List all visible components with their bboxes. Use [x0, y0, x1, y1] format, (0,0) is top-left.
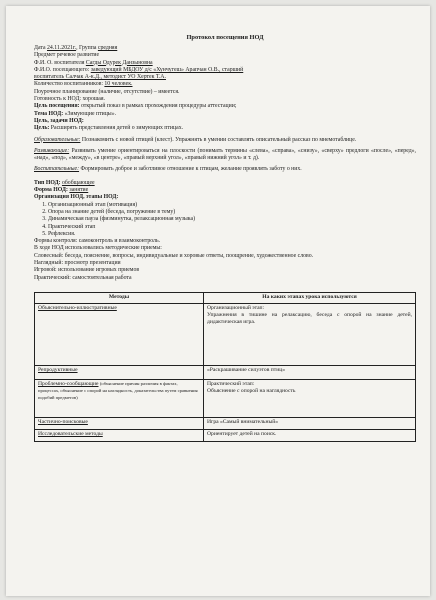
table-cell-stage — [204, 303, 416, 365]
table-row — [35, 303, 416, 365]
table-row — [35, 417, 416, 429]
table-cell-stage: «Раскрашивание силуэтов птиц» — [204, 365, 416, 379]
goal-label: Цель посещения: — [34, 103, 80, 110]
date-value: 24.11.2021г. — [47, 45, 77, 51]
upbringing-text: Формировать доброе и заботливое отношение к птицам, желание проявлять заботу о них. — [80, 166, 302, 173]
aim-label: Цель: — [34, 125, 50, 132]
table-cell-method — [35, 379, 204, 417]
readiness-line: Готовность к НОД: хорошая. — [34, 96, 105, 103]
document-title: Протокол посещения НОД — [186, 34, 264, 41]
stage-item: 3. Динамическая пауза (физминутка, релаксационная музыка) — [48, 216, 416, 223]
stage-title: Практический этап: — [207, 380, 255, 387]
table-header-row — [35, 292, 416, 303]
visitors-label: Ф.И.О. посещающего: — [34, 66, 90, 73]
goal-text: открытый показ в рамках прохождения процедуры аттестации; — [80, 103, 237, 110]
game-methods-line: Игровой: использование игровых приемов — [34, 267, 140, 274]
table-cell-method: Частично-поисковые — [35, 417, 204, 429]
children-line — [34, 81, 416, 88]
nod-type-label: Тип НОД: — [34, 179, 61, 186]
nod-form-label: Форма НОД: — [34, 187, 68, 194]
stages-heading: Организация НОД, этапы НОД: — [34, 194, 119, 201]
visitors-value-1: заведующий МБДОУ д/с «Хунчугеш» Арапчан О.В., старший — [90, 66, 244, 73]
stage-item: 4. Практический этап — [48, 224, 416, 231]
date-label: Дата — [34, 45, 46, 51]
teacher-line — [34, 60, 416, 67]
stages-list — [34, 202, 416, 238]
visitors-line-2 — [34, 74, 416, 81]
table-row — [35, 379, 416, 417]
nod-form-line — [34, 187, 416, 194]
table-cell-method: Объяснительно-иллюстративные — [35, 303, 204, 365]
practical-methods-line: Практический: самостоятельная работа — [34, 274, 132, 281]
document-content — [34, 34, 416, 442]
methods-table — [34, 292, 416, 442]
table-cell-method: Репродуктивные — [35, 365, 204, 379]
table-header-methods: Методы — [35, 292, 204, 303]
teacher-name: Сагды Одурек Данзыновна — [85, 59, 153, 66]
visitors-line-1 — [34, 67, 416, 74]
children-value: 10 человек. — [104, 81, 133, 88]
developmental-tasks — [34, 148, 416, 163]
stage-item: 2. Опора на знание детей (беседа, погружение в тему) — [48, 209, 416, 216]
stage-text: Упражнения в тишине на релаксацию, беседа с опорой на знание детей, дидактическая игра. — [207, 311, 412, 325]
topic-line — [34, 111, 416, 118]
upbringing-label: Воспитательные: — [34, 166, 80, 173]
upbringing-tasks — [34, 166, 416, 173]
table-row — [35, 429, 416, 441]
educational-label: Образовательные: — [34, 136, 81, 143]
topic-text: «Зимующие птицы». — [64, 110, 117, 117]
developmental-label: Развивающие: — [34, 147, 70, 154]
nod-type-value: обобщающее — [61, 179, 95, 186]
planning-line: Поурочное планирование (наличие, отсутствие) – имеется. — [34, 88, 180, 95]
method-note: (объяснение причин различия в фактах, процессах, объяснение с опорой на наглядность, доказательства путем сравнения подобий предметов) — [38, 380, 198, 400]
control-forms-line: Формы контроля: самоконтроль и взаимоконтроль. — [34, 238, 161, 245]
goal-line — [34, 103, 416, 110]
table-cell-stage — [204, 379, 416, 417]
verbal-methods-line: Словесный: беседа, пояснение, вопросы, индивидуальные и хоровые ответы, поощрение, художественное слово. — [34, 252, 314, 259]
goals-tasks-heading: Цель, задачи НОД: — [34, 117, 84, 124]
stage-item: 1. Организационный этап (мотивация) — [48, 202, 416, 209]
stage-text: Объяснение с опорой на наглядность — [207, 387, 296, 394]
aim-line — [34, 125, 416, 132]
table-cell-method: Исследовательские методы — [35, 429, 204, 441]
table-header-stages: На каких этапах урока используются — [204, 292, 416, 303]
aim-text: Расширять представления детей о зимующих птицах. — [50, 125, 184, 132]
subject-line: Предмет речевое развитие — [34, 52, 100, 59]
stage-item: 5. Рефлексия. — [48, 231, 416, 238]
visual-methods-line: Наглядный: просмотр презентации — [34, 260, 121, 267]
teacher-label: Ф.И. О. воспитателя — [34, 59, 85, 66]
visitors-value-2: воспитатель Салчак А-к.Д., методист УО Хертек Т.А. — [34, 74, 166, 81]
date-line — [34, 45, 416, 52]
group-value: средняя — [97, 45, 118, 51]
educational-text: Познакомить с новой птицей (клест). Упражнять в умении составлять описательный рассказ по мнемотаблице. — [81, 136, 357, 143]
nod-type-line — [34, 180, 416, 187]
methods-intro-line: В ходе НОД использовались методические приемы: — [34, 245, 162, 252]
table-cell-stage: Игра «Самый внимательный» — [204, 417, 416, 429]
method-name: Проблемно-сообщающие — [38, 380, 99, 387]
group-label: , Группа — [76, 45, 97, 51]
children-label: Количество воспитанников: — [34, 81, 103, 88]
developmental-text: Развивать умение ориентироваться на плоскости (понимать термины «слева», «справа», «снизу», «сверху» предлоги «после», «перед», «над», «под», «между», «в центре», «правый верхний угол», «правый нижний угол» и т. д). — [34, 147, 416, 162]
educational-tasks — [34, 137, 416, 144]
topic-label: Тема НОД: — [34, 110, 64, 117]
table-row — [35, 365, 416, 379]
stage-title: Организационный этап: — [207, 304, 265, 311]
document-page — [6, 6, 430, 596]
nod-form-value: занятие — [69, 187, 89, 194]
table-cell-stage: Ориентирует детей на поиск. — [204, 429, 416, 441]
